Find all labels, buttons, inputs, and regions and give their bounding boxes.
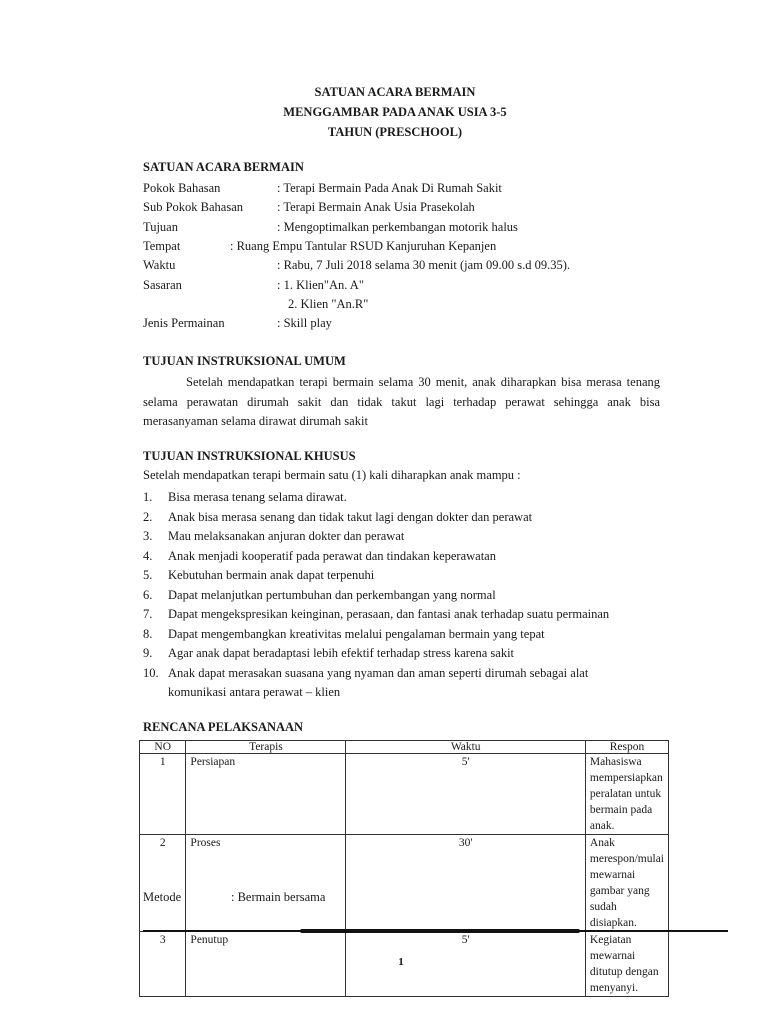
tempat-label: Tempat	[143, 239, 181, 253]
sasaran-value-1: : 1. Klien"An. A"	[277, 278, 364, 292]
waktu-value: : Rabu, 7 Juli 2018 selama 30 menit (jam 09.00 s.d 09.35).	[277, 258, 571, 272]
list-item	[143, 508, 663, 528]
table-header-row	[140, 741, 669, 754]
cell-respon: Kegiatan mewarnai ditutup dengan menyanyi.	[585, 932, 668, 997]
list-item	[143, 605, 663, 625]
list-item	[143, 547, 663, 567]
tik-intro: Setelah mendapatkan terapi bermain satu (1) kali diharapkan anak mampu :	[143, 468, 521, 482]
table-row	[140, 835, 669, 932]
list-item-number: 10.	[143, 665, 159, 680]
list-item	[143, 527, 663, 547]
list-item-number: 7.	[143, 607, 153, 621]
cell-no: 3	[140, 932, 186, 997]
tujuan-value: : Mengoptimalkan perkembangan motorik halus	[277, 220, 518, 234]
section-heading-rencana: RENCANA PELAKSANAAN	[143, 720, 304, 734]
list-item-text: komunikasi antara perawat – klien	[168, 685, 341, 699]
cell-waktu: 30'	[346, 835, 585, 932]
list-item-number: 1.	[143, 490, 153, 504]
tiu-paragraph: Setelah mendapatkan terapi bermain selama 30 menit, anak diharapkan bisa merasa tenang selama perawatan dirumah sakit dan tidak takut lagi terhadap perawat sehingga anak bisa merasanyaman selama dirawat dirumah sakit	[143, 375, 660, 428]
page-number: 1	[398, 956, 404, 968]
list-item-text: Bisa merasa tenang selama dirawat.	[168, 490, 347, 504]
list-item	[143, 586, 663, 606]
title-line-1: SATUAN ACARA BERMAIN	[314, 85, 476, 99]
list-item-text: Anak dapat merasakan suasana yang nyaman dan aman seperti dirumah sebagai alat	[168, 665, 589, 680]
pokok-value: : Terapi Bermain Pada Anak Di Rumah Sakit	[277, 181, 502, 195]
cell-terapis: Proses	[186, 835, 346, 932]
sasaran-label: Sasaran	[143, 278, 182, 292]
cell-terapis: Penutup	[186, 932, 346, 997]
cell-no: 2	[140, 835, 186, 932]
list-item-text: Dapat melanjutkan pertumbuhan dan perkembangan yang normal	[168, 587, 496, 602]
jenis-permainan-label: Jenis Permainan	[143, 316, 225, 330]
column-header-no: NO	[140, 741, 186, 754]
list-item-number: 8.	[143, 626, 153, 641]
section-heading-sab: SATUAN ACARA BERMAIN	[143, 160, 304, 174]
sasaran-value-2: 2. Klien "An.R"	[288, 297, 369, 311]
list-item	[143, 683, 663, 703]
title-line-2: MENGGAMBAR PADA ANAK USIA 3-5	[283, 105, 507, 119]
list-item	[143, 644, 663, 664]
document-title	[0, 82, 768, 142]
metode-value: : Bermain bersama	[231, 890, 326, 904]
list-item	[143, 566, 663, 586]
footer-divider-accent	[300, 929, 580, 933]
table-row	[140, 754, 669, 835]
list-item-text: Kebutuhan bermain anak dapat terpenuhi	[168, 568, 375, 582]
list-item-text: Anak menjadi kooperatif pada perawat dan tindakan keperawatan	[168, 548, 496, 563]
cell-respon: Mahasiswa mempersiapkan peralatan untuk bermain pada anak.	[585, 754, 668, 835]
cell-respon: Anak merespon/mulai mewarnai gambar yang sudah disiapkan.	[585, 835, 668, 932]
cell-terapis: Persiapan	[186, 754, 346, 835]
pokok-label: Pokok Bahasan	[143, 181, 221, 195]
column-header-respon: Respon	[585, 741, 668, 754]
list-item-number: 2.	[143, 509, 153, 524]
list-item	[143, 625, 663, 645]
tempat-value: : Ruang Empu Tantular RSUD Kanjuruhan Kepanjen	[230, 239, 497, 253]
tujuan-label: Tujuan	[143, 220, 178, 234]
cell-waktu: 5'	[346, 754, 585, 835]
list-item-text: Agar anak dapat beradaptasi lebih efektif terhadap stress karena sakit	[168, 646, 515, 660]
tik-list	[143, 488, 663, 703]
list-item-number	[143, 683, 168, 703]
cell-waktu: 5'	[346, 932, 585, 997]
section-heading-tiu: TUJUAN INSTRUKSIONAL UMUM	[143, 354, 346, 368]
metode-label: Metode	[143, 890, 182, 904]
sub-pokok-value: : Terapi Bermain Anak Usia Prasekolah	[277, 200, 475, 214]
list-item-text: Dapat mengembangkan kreativitas melalui pengalaman bermain yang tepat	[168, 626, 545, 641]
list-item-number: 5.	[143, 568, 153, 582]
list-item-text: Mau melaksanakan anjuran dokter dan perawat	[168, 529, 405, 543]
sub-pokok-label: Sub Pokok Bahasan	[143, 200, 243, 214]
waktu-label: Waktu	[143, 258, 176, 272]
list-item-text: Anak bisa merasa senang dan tidak takut lagi dengan dokter dan perawat	[168, 509, 533, 524]
section-heading-tik: TUJUAN INSTRUKSIONAL KHUSUS	[143, 449, 356, 463]
list-item-text: Dapat mengekspresikan keinginan, perasaan, dan fantasi anak terhadap suatu permainan	[168, 607, 610, 621]
column-header-waktu: Waktu	[346, 741, 585, 754]
list-item-number: 6.	[143, 587, 153, 602]
list-item-number: 9.	[143, 646, 153, 660]
list-item-number: 4.	[143, 548, 153, 563]
title-line-3: TAHUN (PRESCHOOL)	[327, 125, 463, 139]
list-item	[143, 664, 663, 684]
list-item	[143, 488, 663, 508]
column-header-terapis: Terapis	[186, 741, 346, 754]
cell-no: 1	[140, 754, 186, 835]
list-item-number: 3.	[143, 529, 153, 543]
jenis-permainan-value: : Skill play	[277, 316, 332, 330]
